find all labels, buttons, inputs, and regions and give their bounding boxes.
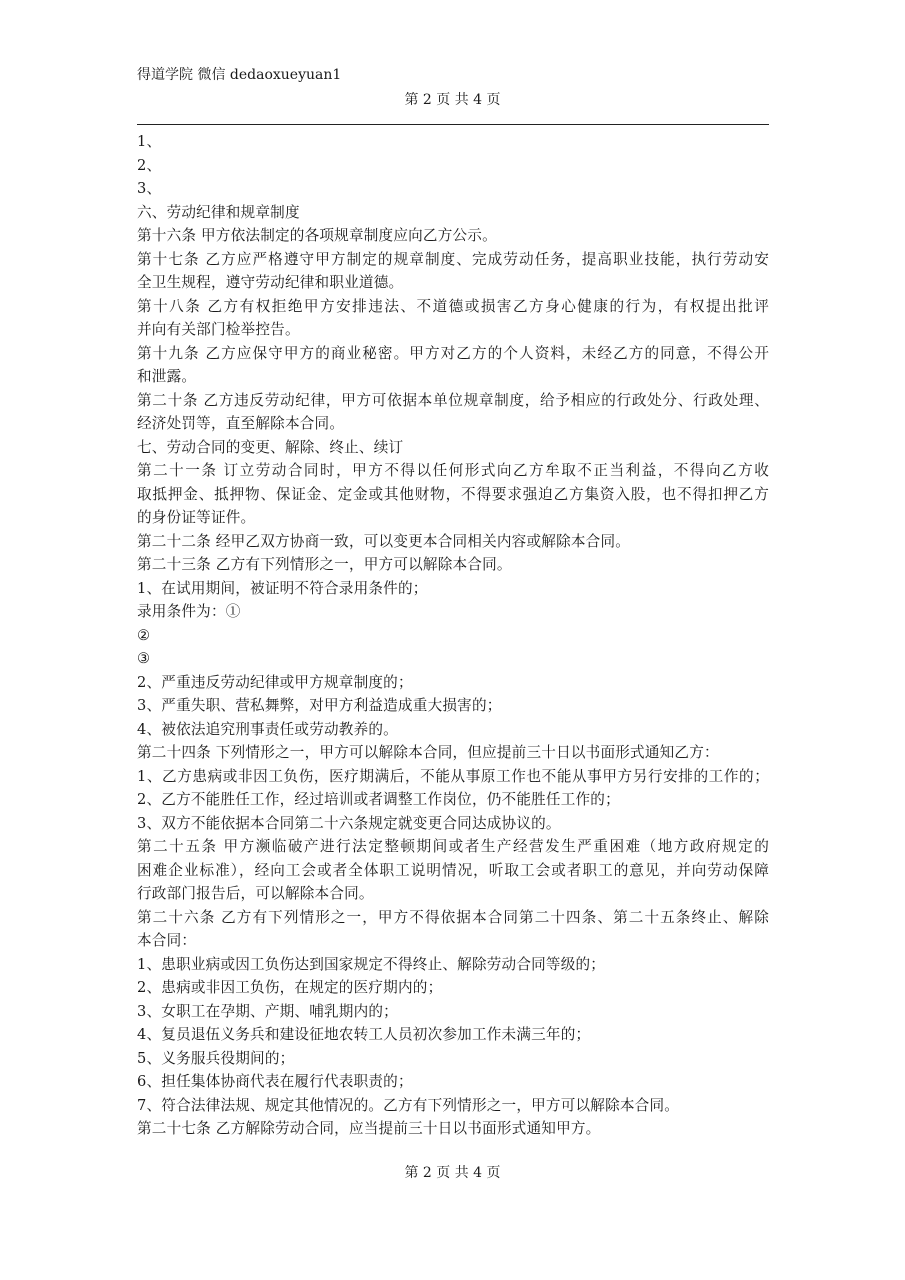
document-line: 第二十三条 乙方有下列情形之一，甲方可以解除本合同。 [137, 556, 512, 573]
document-line: 2、 [137, 156, 162, 174]
document-line: 并向有关部门检举控告。 [137, 321, 300, 338]
document-line: 4、复员退伍义务兵和建设征地农转工人员初次参加工作未满三年的； [137, 1026, 591, 1043]
document-line: ② [137, 626, 151, 644]
footer-page-indicator: 第 2 页 共 4 页 [404, 1165, 501, 1181]
document-line: 3、双方不能依据本合同第二十六条规定就变更合同达成协议的。 [137, 814, 561, 832]
document-line: 1、在试用期间，被证明不符合录用条件的； [137, 579, 428, 597]
header-page-indicator: 第 2 页 共 4 页 [404, 92, 501, 108]
document-line: 第十八条 乙方有权拒绝甲方安排违法、不道德或损害乙方身心健康的行为，有权提出批评 [137, 297, 769, 315]
document-line: 第二十五条 甲方濒临破产进行法定整顿期间或者生产经营发生严重困难（地方政府规定的 [137, 838, 769, 855]
document-line: 第十九条 乙方应保守甲方的商业秘密。甲方对乙方的个人资料，未经乙方的同意，不得公开 [137, 344, 769, 362]
document-line: 2、乙方不能胜任工作，经过培训或者调整工作岗位，仍不能胜任工作的； [137, 791, 620, 808]
document-line: 1、乙方患病或非因工负伤，医疗期满后，不能从事原工作也不能从事甲方另行安排的工作的； [137, 767, 769, 785]
document-line: 1、 [137, 133, 162, 150]
document-line: 第二十二条 经甲乙双方协商一致，可以变更本合同相关内容或解除本合同。 [137, 532, 631, 550]
document-line: 2、患病或非因工负伤，在规定的医疗期内的； [137, 979, 443, 996]
header-divider [137, 124, 769, 125]
document-line: 第二十七条 乙方解除劳动合同，应当提前三十日以书面形式通知甲方。 [137, 1120, 601, 1137]
document-line: 第二十六条 乙方有下列情形之一，甲方不得依据本合同第二十四条、第二十五条终止、解除 [137, 908, 769, 926]
document-line: 本合同： [137, 932, 197, 949]
document-line: 全卫生规程，遵守劳动纪律和职业道德。 [137, 274, 404, 291]
document-line: 第十六条 甲方依法制定的各项规章制度应向乙方公示。 [137, 227, 497, 244]
document-line: 经济处罚等，直至解除本合同。 [137, 415, 345, 432]
document-line: 3、女职工在孕期、产期、哺乳期内的； [137, 1002, 398, 1020]
document-line: 3、严重失职、营私舞弊，对甲方利益造成重大损害的； [137, 697, 502, 714]
header-source-label: 得道学院 微信 dedaoxueyuan1 [137, 67, 342, 83]
document-line: 7、符合法律法规、规定其他情况的。乙方有下列情形之一，甲方可以解除本合同。 [137, 1096, 680, 1114]
document-line: 的身份证等证件。 [137, 509, 256, 526]
document-line: 录用条件为：① [137, 603, 241, 620]
document-line: 2、严重违反劳动纪律或甲方规章制度的； [137, 673, 413, 691]
document-line: 行政部门报告后，可以解除本合同。 [137, 885, 374, 902]
document-line: 6、担任集体协商代表在履行代表职责的； [137, 1073, 413, 1090]
document-body [137, 130, 769, 1141]
document-line: 第二十一条 订立劳动合同时，甲方不得以任何形式向乙方牟取不正当利益，不得向乙方收 [137, 462, 769, 479]
document-line: ③ [137, 650, 151, 667]
document-line: 第二十四条 下列情形之一，甲方可以解除本合同，但应提前三十日以书面形式通知乙方： [137, 744, 719, 761]
document-line: 七、劳动合同的变更、解除、终止、续订 [137, 438, 404, 456]
document-line: 第二十条 乙方违反劳动纪律，甲方可依据本单位规章制度，给予相应的行政处分、行政处理、 [137, 391, 769, 409]
document-line: 4、被依法追究刑事责任或劳动教养的。 [137, 720, 398, 738]
document-line: 5、义务服兵役期间的； [137, 1049, 295, 1067]
document-line: 第十七条 乙方应严格遵守甲方制定的规章制度、完成劳动任务，提高职业技能，执行劳动安 [137, 250, 769, 268]
document-line: 取抵押金、抵押物、保证金、定金或其他财物，不得要求强迫乙方集资入股，也不得扣押乙方 [137, 485, 769, 503]
document-line: 3、 [137, 180, 162, 197]
document-line: 和泄露。 [137, 368, 197, 385]
document-line: 困难企业标准），经向工会或者全体职工说明情况，听取工会或者职工的意见，并向劳动保障 [137, 861, 769, 879]
document-line: 六、劳动纪律和规章制度 [137, 203, 300, 221]
document-line: 1、患职业病或因工负伤达到国家规定不得终止、解除劳动合同等级的； [137, 955, 606, 973]
